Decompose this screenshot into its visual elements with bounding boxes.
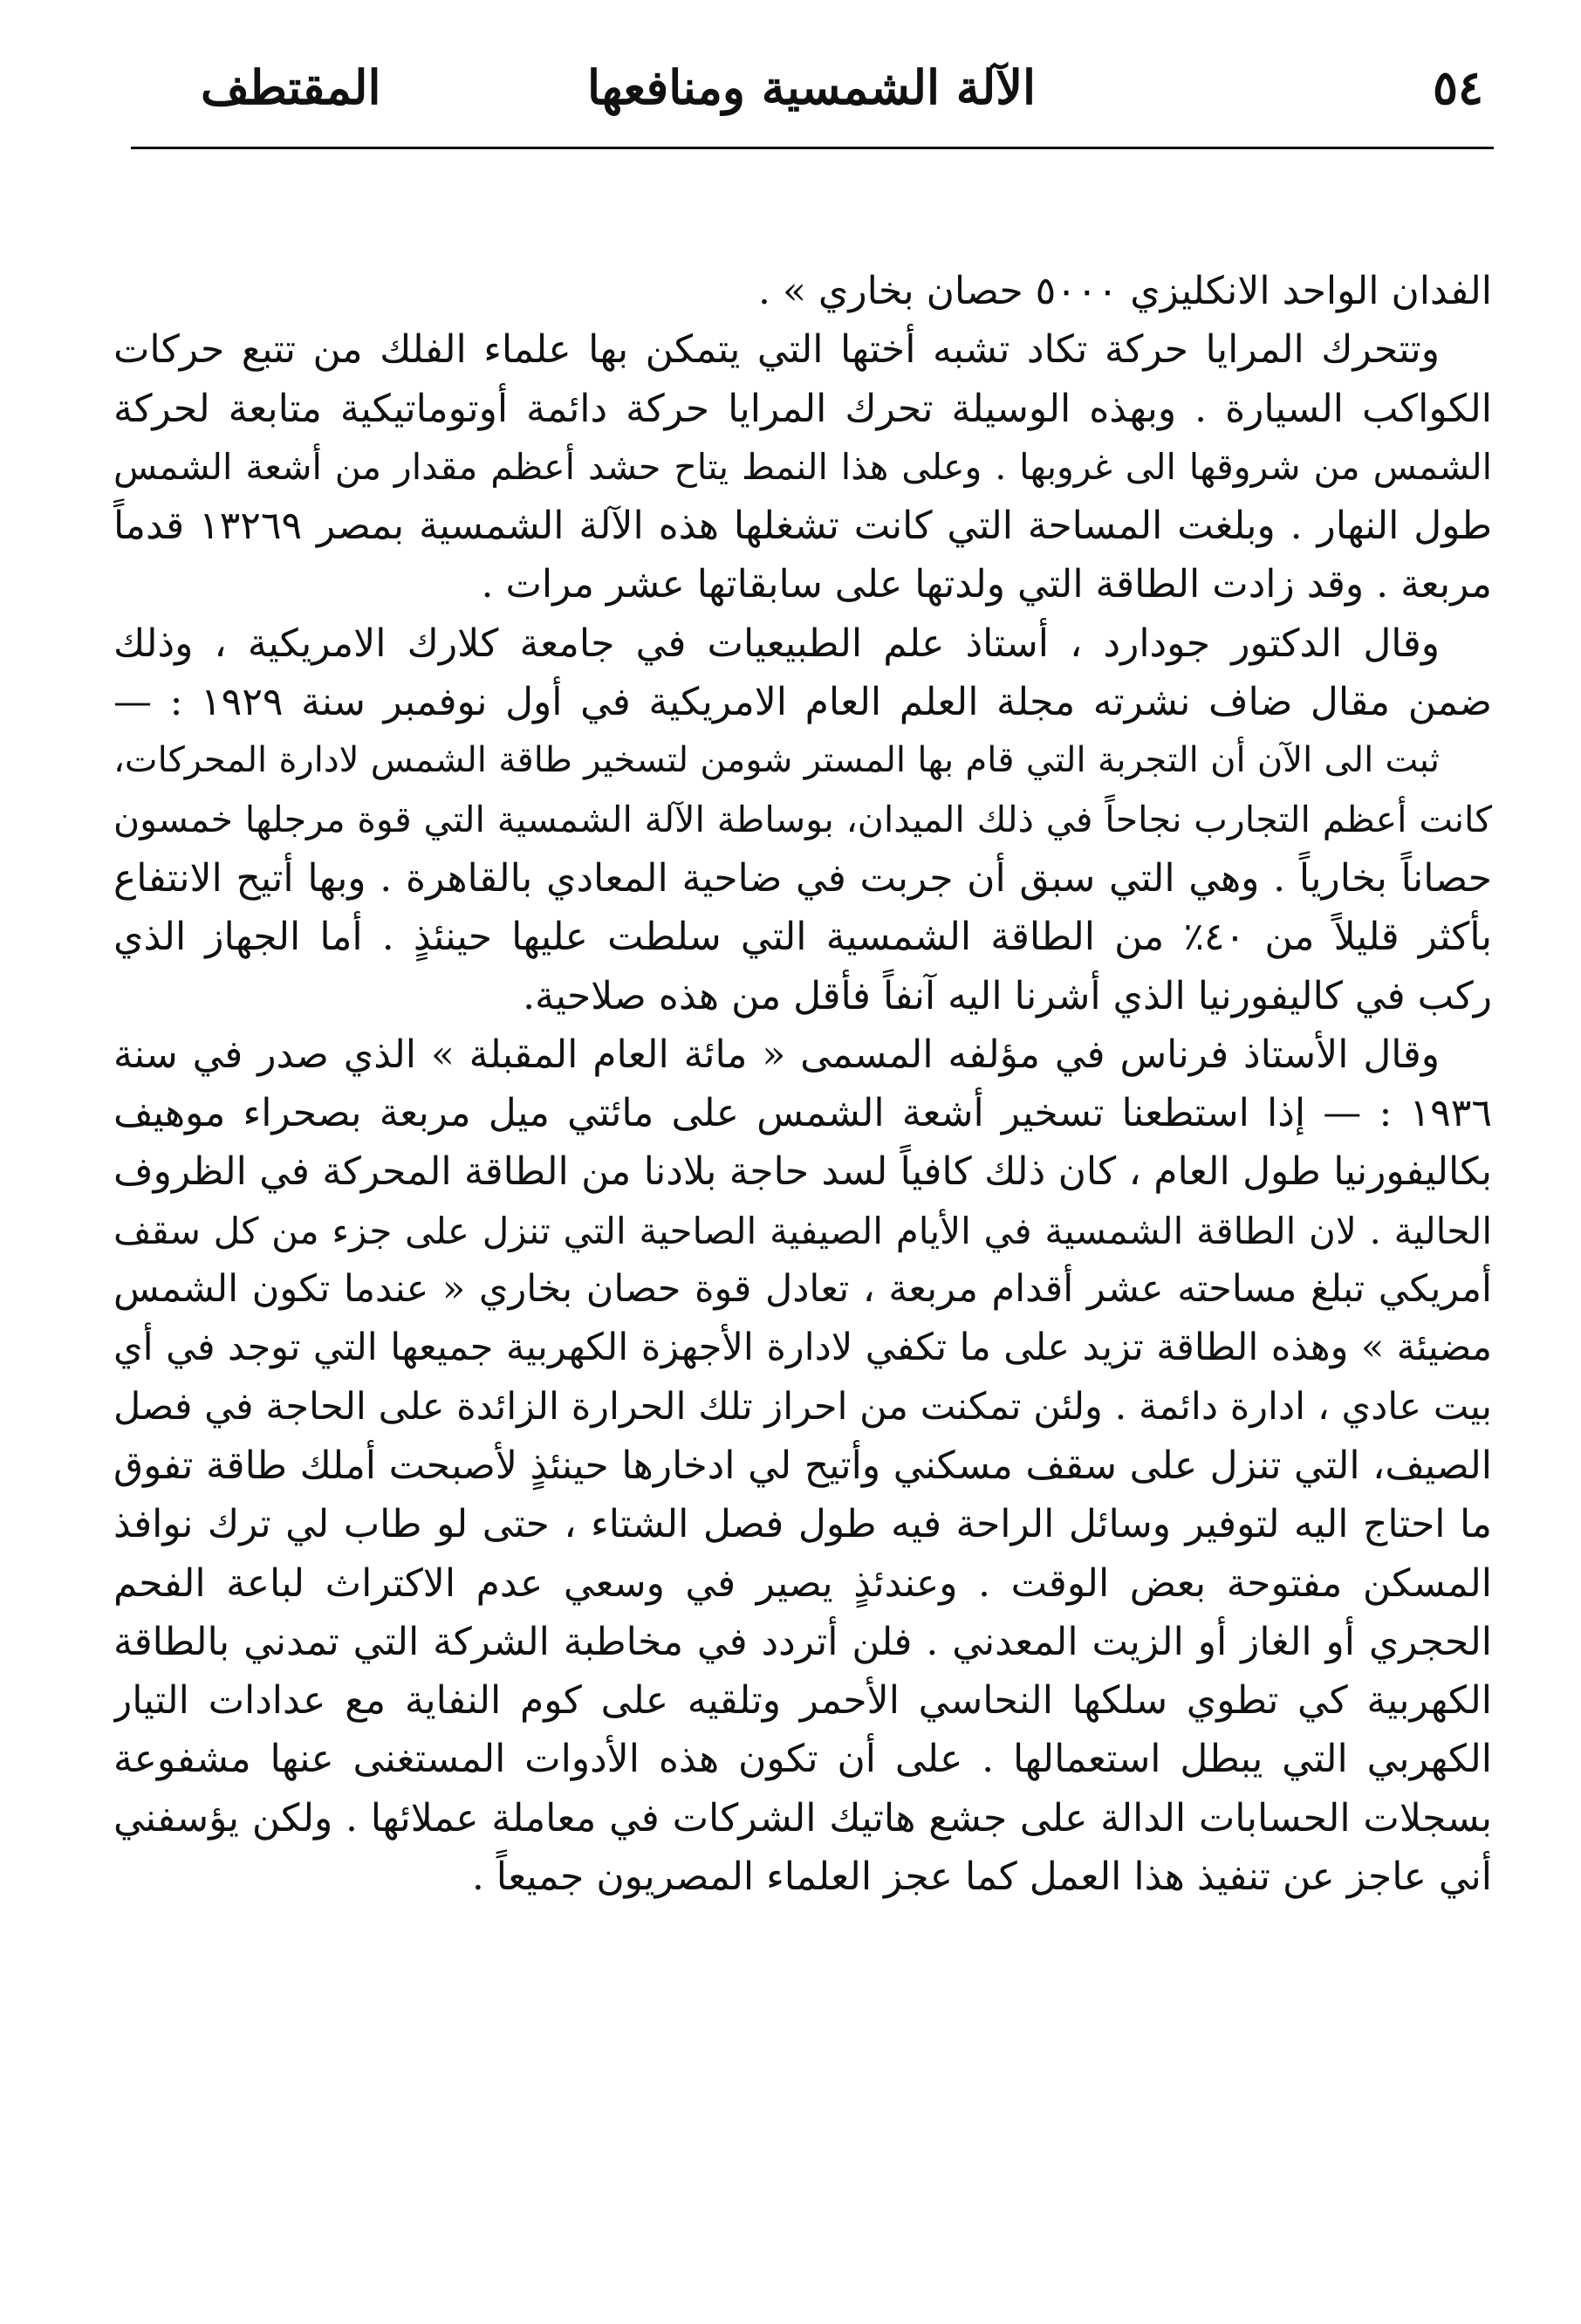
text-line: بيت عادي ، ادارة دائمة . ولئن تمكنت من احراز تلك الحرارة الزائدة على الحاجة في فصل bbox=[113, 1384, 1492, 1429]
text-line: الشمس من شروقها الى غروبها . وعلى هذا النمط يتاح حشد أعظم مقدار من أشعة الشمس bbox=[113, 445, 1492, 488]
text-line: أمريكي تبلغ مساحته عشر أقدام مربعة ، تعادل قوة حصان بخاري « عندما تكون الشمس bbox=[113, 1267, 1492, 1312]
text-line: أني عاجز عن تنفيذ هذا العمل كما عجز العلماء المصريون جميعاً . bbox=[471, 1854, 1492, 1900]
text-line: بكاليفورنيا طول العام ، كان ذلك كافياً لسد حاجة بلادنا من الطاقة المحركة في الظروف bbox=[113, 1149, 1492, 1195]
text-line: ثبت الى الآن أن التجربة التي قام بها المستر شومن لتسخير طاقة الشمس لادارة المحركات، bbox=[113, 740, 1440, 781]
journal-name: المقتطف bbox=[201, 59, 381, 115]
text-line: الحالية . لان الطاقة الشمسية في الأيام الصيفية الصاحية التي تنزل على جزء من كل سقف bbox=[113, 1209, 1492, 1252]
text-line: الصيف، التي تنزل على سقف مسكني وأتيح لي ادخارها حينئذٍ لأصبحت أملك طاقة تفوق bbox=[113, 1443, 1492, 1488]
text-line: الحجري أو الغاز أو الزيت المعدني . فلن أتردد في مخاطبة الشركة التي تمدني بالطاقة bbox=[113, 1619, 1492, 1664]
text-line: ١٩٣٦ : — إذا استطعنا تسخير أشعة الشمس على مائتي ميل مربعة بصحراء موهيف bbox=[113, 1091, 1492, 1136]
text-line: طول النهار . وبلغت المساحة التي كانت تشغلها هذه الآلة الشمسية بمصر ١٣٢٦٩ قدماً bbox=[113, 504, 1492, 549]
text-line: بسجلات الحسابات الدالة على جشع هاتيك الشركات في معاملة عملائها . ولكن يؤسفني bbox=[113, 1795, 1492, 1841]
text-line: الكهربي التي يبطل استعمالها . على أن تكون هذه الأدوات المستغنى عنها مشفوعة bbox=[113, 1737, 1492, 1782]
text-line: كانت أعظم التجارب نجاحاً في ذلك الميدان، بوساطة الآلة الشمسية التي قوة مرجلها خمسون bbox=[113, 798, 1492, 840]
text-line: حصاناً بخارياً . وهي التي سبق أن جربت في ضاحية المعادي بالقاهرة . وبها أتيح الانتفاع bbox=[113, 855, 1492, 901]
text-line: ضمن مقال ضاف نشرته مجلة العلم العام الامريكية في أول نوفمبر سنة ١٩٢٩ : — bbox=[113, 680, 1492, 725]
text-line: الفدان الواحد الانكليزي ٥٠٠٠ حصان بخاري » . bbox=[758, 269, 1492, 313]
text-line: ما احتاج اليه لتوفير وسائل الراحة فيه طول فصل الشتاء ، حتى لو طاب لي ترك نوافذ bbox=[113, 1502, 1492, 1547]
text-line: ركب في كاليفورنيا الذي أشرنا اليه آنفاً فأقل من هذه صلاحية. bbox=[523, 973, 1492, 1018]
running-title: الآلة الشمسية ومنافعها bbox=[586, 59, 1037, 115]
text-line: بأكثر قليلاً من ٤٠٪ من الطاقة الشمسية التي سلطت عليها حينئذٍ . أما الجهاز الذي bbox=[113, 915, 1492, 960]
article-body bbox=[113, 262, 1492, 1906]
text-line: الكواكب السيارة . وبهذه الوسيلة تحرك المرايا حركة دائمة أوتوماتيكية متابعة لحركة bbox=[113, 386, 1492, 431]
page-number: ٥٤ bbox=[1432, 59, 1483, 115]
text-line: المسكن مفتوحة بعض الوقت . وعندئذٍ يصير في وسعي عدم الاكتراث لباعة الفحم bbox=[113, 1560, 1492, 1606]
text-line: وقال الأستاذ فرناس في مؤلفه المسمى « مائة العام المقبلة » الذي صدر في سنة bbox=[113, 1032, 1440, 1077]
text-line: مربعة . وقد زادت الطاقة التي ولدتها على سابقاتها عشر مرات . bbox=[481, 562, 1492, 607]
text-line: الكهربية كي تطوي سلكها النحاسي الأحمر وتلقيه على كوم النفاية مع عدادات التيار bbox=[113, 1678, 1492, 1724]
header-rule bbox=[131, 147, 1494, 149]
text-line: مضيئة » وهذه الطاقة تزيد على ما تكفي لادارة الأجهزة الكهربية جميعها التي توجد في أي bbox=[113, 1326, 1492, 1370]
page-header bbox=[131, 52, 1492, 122]
text-line: وقال الدكتور جودارد ، أستاذ علم الطبيعيات في جامعة كلارك الامريكية ، وذلك bbox=[113, 620, 1440, 666]
text-line: وتتحرك المرايا حركة تكاد تشبه أختها التي يتمكن بها علماء الفلك من تتبع حركات bbox=[113, 327, 1440, 373]
